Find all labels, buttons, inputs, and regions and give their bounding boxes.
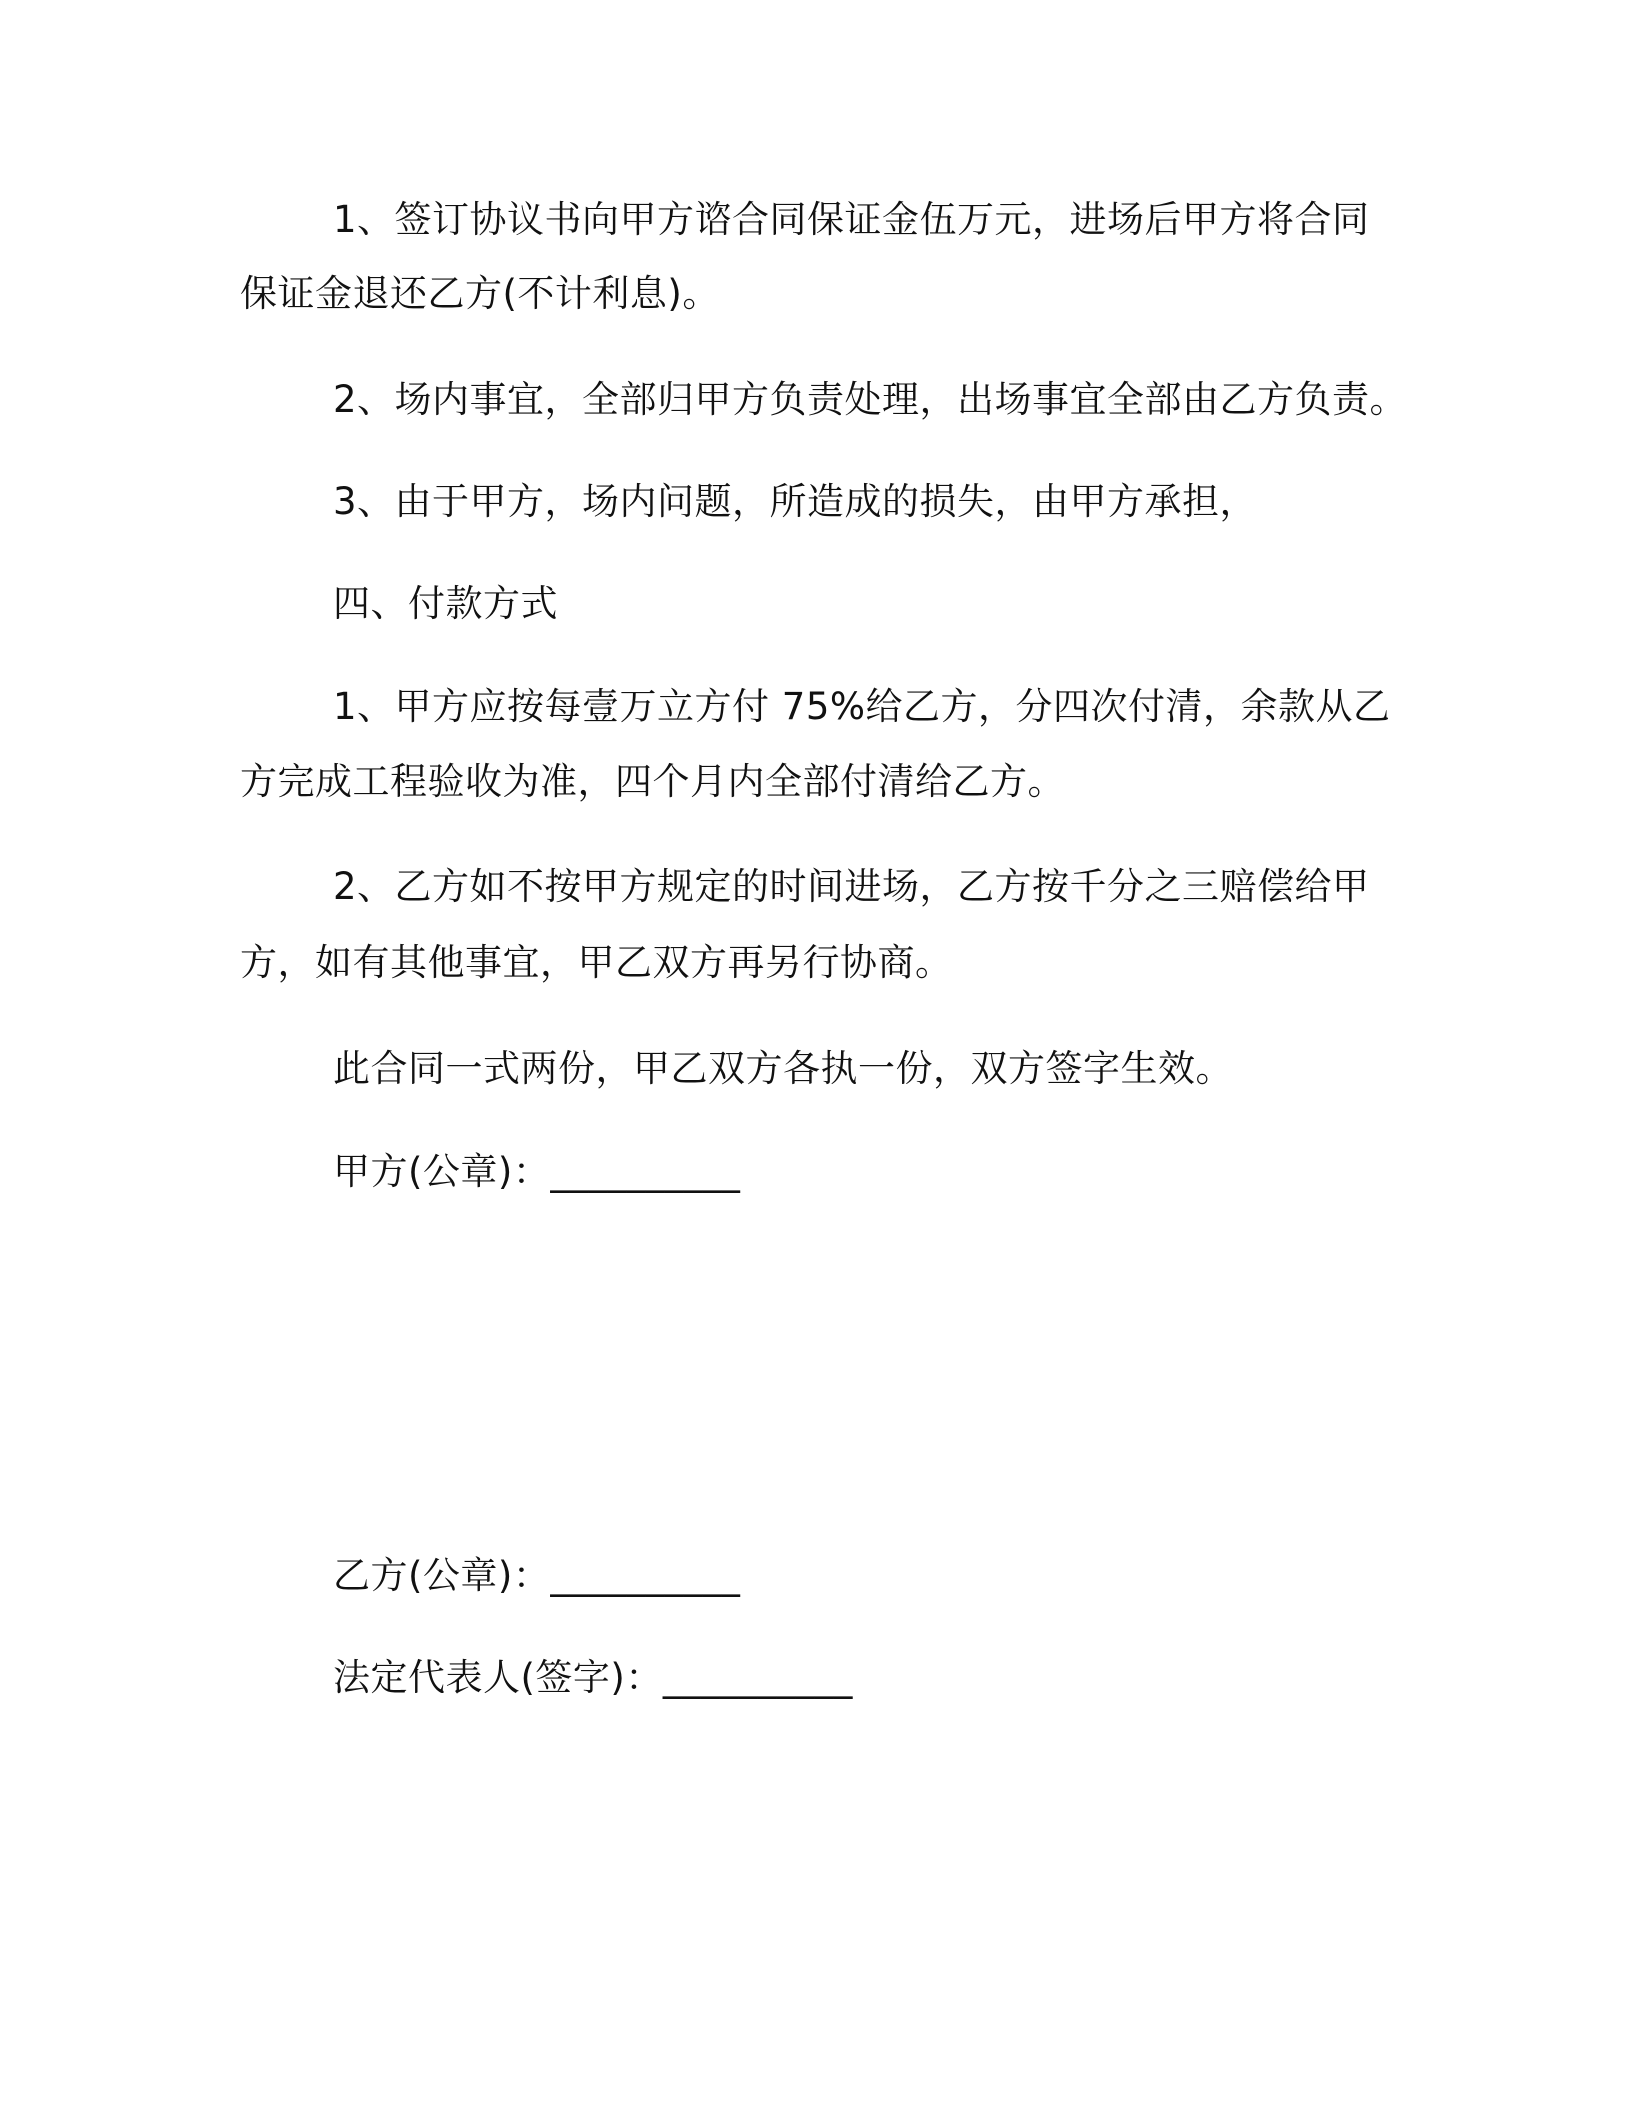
party-b-signature-line: 乙方(公章)：__________ <box>333 1554 741 1597</box>
clause-1-line-1: 1、签订协议书向甲方谘合同保证金伍万元，进场后甲方将合同 <box>333 198 1370 241</box>
legal-representative-signature-line: 法定代表人(签字)：__________ <box>333 1656 853 1699</box>
payment-clause-1-line-2: 方完成工程验收为准，四个月内全部付清给乙方。 <box>240 760 1065 803</box>
section-heading-payment: 四、付款方式 <box>333 582 558 625</box>
payment-clause-2-line-1: 2、乙方如不按甲方规定的时间进场，乙方按千分之三赔偿给甲 <box>333 865 1370 908</box>
closing-statement: 此合同一式两份，甲乙双方各执一份，双方签字生效。 <box>333 1047 1233 1090</box>
clause-1-line-2: 保证金退还乙方(不计利息)。 <box>240 272 720 315</box>
clause-3-line-1: 3、由于甲方，场内问题，所造成的损失，由甲方承担， <box>333 480 1258 523</box>
party-a-signature-line: 甲方(公章)：__________ <box>333 1150 741 1193</box>
payment-clause-1-line-1: 1、甲方应按每壹万立方付 75%给乙方，分四次付清，余款从乙 <box>333 685 1391 728</box>
payment-clause-2-line-2: 方，如有其他事宜，甲乙双方再另行协商。 <box>240 941 953 984</box>
clause-2-line-1: 2、场内事宜，全部归甲方负责处理，出场事宜全部由乙方负责。 <box>333 378 1408 421</box>
